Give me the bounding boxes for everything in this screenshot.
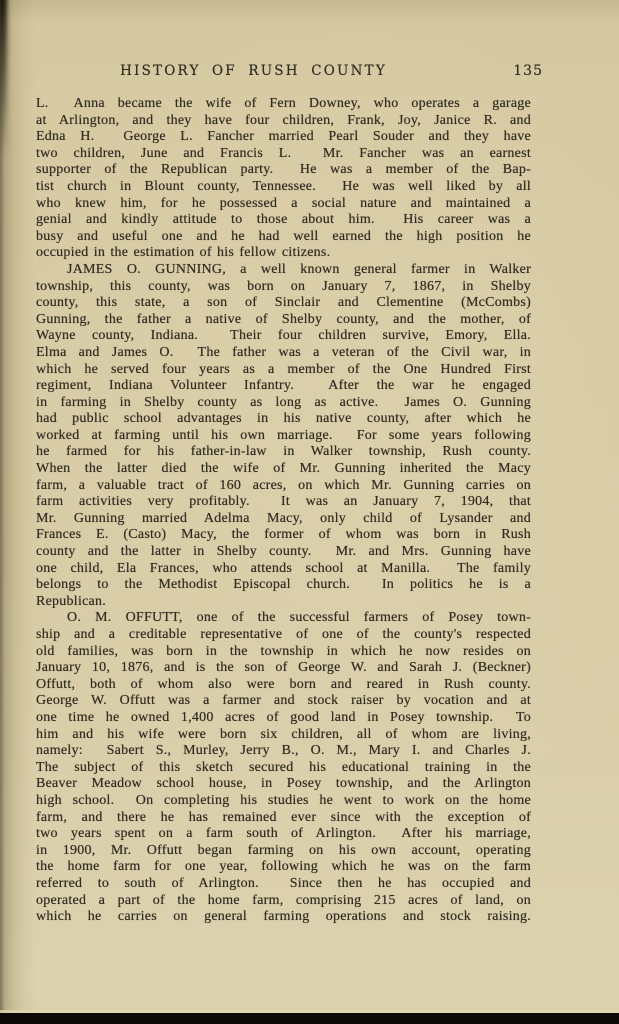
text-line: two years spent on a farm south of Arlington. After his marriage, bbox=[36, 826, 531, 842]
text-line: L. Anna became the wife of Fern Downey, who operates a garage bbox=[36, 96, 531, 111]
text-line: tist church in Blount county, Tennessee. He was well liked by all bbox=[36, 178, 531, 194]
text-line: the home farm for one year, following which he was on the farm bbox=[36, 859, 531, 875]
scan-edge-artifact bbox=[0, 0, 7, 156]
text-line: Republican. bbox=[36, 593, 107, 609]
text-line: O. M. OFFUTT, one of the successful farmers of Posey town- bbox=[67, 610, 531, 626]
text-line: farm activities very profitably. It was an January 7, 1904, that bbox=[36, 494, 531, 510]
text-line: Gunning, the father a native of Shelby county, and the mother, of bbox=[36, 311, 531, 327]
text-line: supporter of the Republican party. He was a member of the Bap- bbox=[36, 162, 531, 178]
text-line: county, this state, a son of Sinclair and Clementine (McCombs) bbox=[36, 295, 531, 311]
text-line: Elma and James O. The father was a veteran of the Civil war, in bbox=[36, 344, 531, 360]
text-line: at Arlington, and they have four children, Frank, Joy, Janice R. and bbox=[36, 112, 531, 128]
text-line: which he carries on general farming operations and stock raising. bbox=[36, 909, 531, 925]
text-line: When the latter died the wife of Mr. Gunning inherited the Macy bbox=[36, 461, 531, 477]
text-line: worked at farming until his own marriage. For some years following bbox=[36, 427, 531, 443]
text-line: namely: Sabert S., Murley, Jerry B., O. M., Mary I. and Charles J. bbox=[36, 743, 531, 759]
text-line: Wayne county, Indiana. Their four children survive, Emory, Ella. bbox=[36, 328, 531, 344]
text-line: which he served four years as a member of the One Hundred First bbox=[36, 361, 531, 377]
text-line: had public school advantages in his native county, after which he bbox=[36, 411, 531, 427]
text-line: one time he owned 1,400 acres of good land in Posey township. To bbox=[36, 709, 531, 725]
text-line: belongs to the Methodist Episcopal church. In politics he is a bbox=[36, 577, 531, 593]
text-line: occupied in the estimation of his fellow citizens. bbox=[36, 245, 331, 261]
text-line: farm, a valuable tract of 160 acres, on which Mr. Gunning carries on bbox=[36, 477, 531, 493]
text-line: township, this county, was born on January 7, 1867, in Shelby bbox=[36, 278, 531, 294]
text-line: farm, and there he has remained ever since with the exception of bbox=[36, 809, 531, 825]
text-line: JAMES O. GUNNING, a well known general farmer in Walker bbox=[67, 261, 531, 277]
text-line: referred to south of Arlington. Since then he has occupied and bbox=[36, 875, 531, 891]
text-line: old families, was born in the township in which he now resides on bbox=[36, 643, 531, 659]
text-line: one child, Ela Frances, who attends school at Manilla. The family bbox=[36, 560, 531, 576]
text-line: busy and useful one and he had well earned the high position he bbox=[36, 228, 531, 244]
text-line: Frances E. (Casto) Macy, the former of whom was born in Rush bbox=[36, 527, 531, 543]
text-line: Mr. Gunning married Adelma Macy, only child of Lysander and bbox=[36, 510, 531, 526]
text-line: county and the latter in Shelby county. Mr. and Mrs. Gunning have bbox=[36, 544, 531, 560]
text-line: regiment, Indiana Volunteer Infantry. After the war he engaged bbox=[36, 378, 531, 394]
page-gutter-shadow bbox=[0, 0, 36, 1013]
text-line: Edna H. George L. Fancher married Pearl Souder and they have bbox=[36, 129, 531, 145]
text-line: high school. On completing his studies he went to work on the home bbox=[36, 792, 531, 808]
text-line: January 10, 1876, and is the son of George W. and Sarah J. (Beckner) bbox=[36, 660, 531, 676]
text-line: who knew him, for he possessed a social nature and maintained a bbox=[36, 195, 531, 211]
text-line: genial and kindly attitude to those about him. His career was a bbox=[36, 212, 531, 228]
page-number: 135 bbox=[513, 63, 543, 79]
scan-black-bar bbox=[0, 1013, 619, 1024]
text-line: The subject of this sketch secured his educational training in the bbox=[36, 759, 531, 775]
text-line: in farming in Shelby county as long as active. James O. Gunning bbox=[36, 394, 531, 410]
text-line: him and his wife were born six children, all of whom are living, bbox=[36, 726, 531, 742]
text-line: operated a part of the home farm, comprising 215 acres of land, on bbox=[36, 892, 531, 908]
text-line: George W. Offutt was a farmer and stock raiser by vocation and at bbox=[36, 693, 531, 709]
text-block bbox=[36, 96, 531, 926]
text-line: ship and a creditable representative of one of the county's respected bbox=[36, 627, 531, 642]
text-line: in 1900, Mr. Offutt began farming on his own account, operating bbox=[36, 842, 531, 858]
page-title: HISTORY OF RUSH COUNTY bbox=[120, 63, 387, 79]
text-line: two children, June and Francis L. Mr. Fancher was an earnest bbox=[36, 145, 531, 161]
text-line: Offutt, both of whom also were born and reared in Rush county. bbox=[36, 676, 531, 692]
text-line: Beaver Meadow school house, in Posey township, and the Arlington bbox=[36, 776, 531, 792]
running-head bbox=[36, 61, 545, 81]
text-line: he farmed for his father-in-law in Walker township, Rush county. bbox=[36, 444, 531, 460]
